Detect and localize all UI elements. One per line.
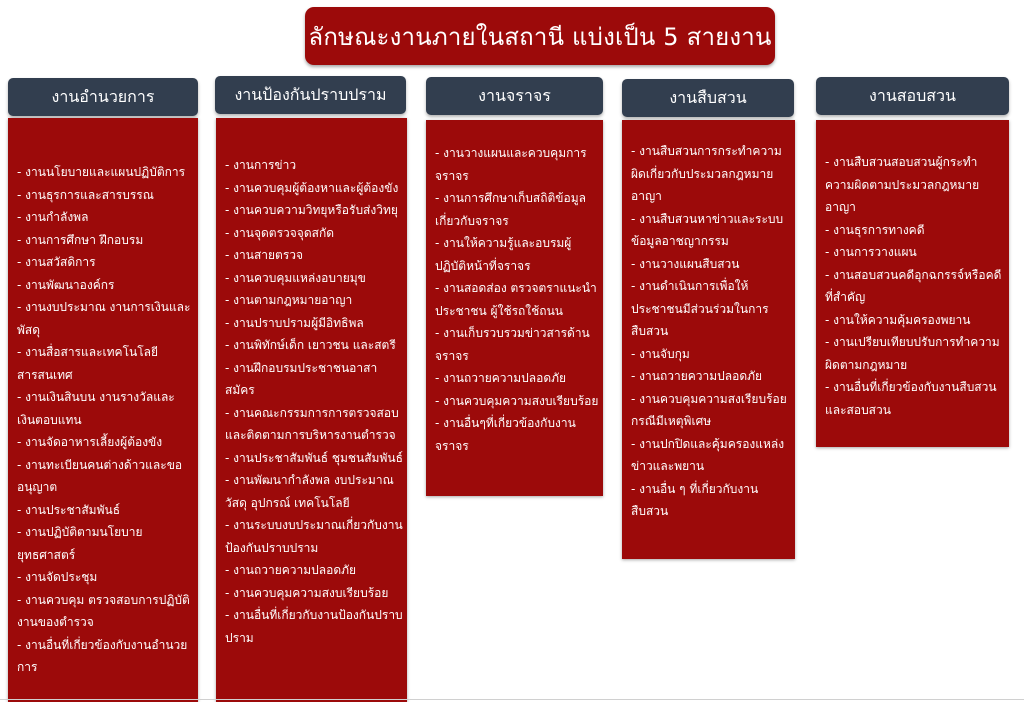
list-item: - งานเปรียบเทียบปรับการทำความผิดตามกฎหมาย	[825, 331, 1003, 376]
header-traffic: งานจราจร	[426, 77, 603, 115]
list-item: - งานพัฒนากำลังพล งบประมาณ วัสดุ อุปกรณ์ เทคโนโลยี	[225, 469, 403, 514]
list-item: - งานจัดประชุม	[17, 566, 192, 589]
list-item: - งานควบคุมแหล่งอบายมุข	[225, 267, 403, 290]
header-crime-prevention: งานป้องกันปราบปราม	[215, 76, 406, 114]
bottom-divider	[0, 699, 1024, 700]
list-item: - งานเงินสินบน งานรางวัลและเงินตอบแทน	[17, 386, 192, 431]
list-item: - งานวางแผนสืบสวน	[631, 253, 791, 276]
list-item: - งานสืบสวนสอบสวนผู้กระทำความผิดตามประมวลกฎหมายอาญา	[825, 151, 1003, 219]
list-item: - งานวางแผนและควบคุมการจราจร	[435, 142, 599, 187]
list-item: - งานถวายความปลอดภัย	[631, 365, 791, 388]
panel-crime-prevention	[216, 118, 407, 702]
list-item: - งานสายตรวจ	[225, 244, 403, 267]
list-item: - งานอื่นที่เกี่ยวข้องกับงานสืบสวนและสอบสวน	[825, 376, 1003, 421]
list-crime-prevention	[225, 154, 403, 649]
list-item: - งานทะเบียนคนต่างด้าวและขออนุญาต	[17, 454, 192, 499]
list-item: - งานอื่นที่เกี่ยวกับงานป้องกันปราบปราม	[225, 604, 403, 649]
list-investigation	[631, 140, 791, 523]
list-item: - งานให้ความคุ้มครองพยาน	[825, 309, 1003, 332]
list-item: - งานปราบปรามผู้มีอิทธิพล	[225, 312, 403, 335]
list-item: - งานคณะกรรมการการตรวจสอบและติดตามการบริหารงานตำรวจ	[225, 402, 403, 447]
header-investigation: งานสืบสวน	[622, 79, 794, 117]
list-item: - งานสื่อสารและเทคโนโลยีสารสนเทศ	[17, 341, 192, 386]
list-item: - งานธุรการและสารบรรณ	[17, 184, 192, 207]
list-item: - งานถวายความปลอดภัย	[435, 367, 599, 390]
list-administration	[17, 161, 192, 679]
list-item: - งานเก็บรวบรวมข่าวสารด้านจราจร	[435, 322, 599, 367]
list-item: - งานสืบสวนการกระทำความผิดเกี่ยวกับประมวลกฎหมายอาญา	[631, 140, 791, 208]
list-item: - งานอื่นที่เกี่ยวข้องกับงานอำนวยการ	[17, 634, 192, 679]
panel-traffic	[426, 120, 603, 496]
list-item: - งานควบคุม ตรวจสอบการปฏิบัติงานของตำรวจ	[17, 589, 192, 634]
list-item: - งานประชาสัมพันธ์	[17, 499, 192, 522]
header-administration: งานอำนวยการ	[8, 78, 198, 116]
list-item: - งานงบประมาณ งานการเงินและพัสดุ	[17, 296, 192, 341]
list-item: - งานตามกฎหมายอาญา	[225, 289, 403, 312]
list-item: - งานนโยบายและแผนปฏิบัติการ	[17, 161, 192, 184]
list-item: - งานธุรการทางคดี	[825, 219, 1003, 242]
list-item: - งานพัฒนาองค์กร	[17, 274, 192, 297]
list-item: - งานอื่นๆที่เกี่ยวข้องกับงานจราจร	[435, 412, 599, 457]
list-item: - งานประชาสัมพันธ์ ชุมชนสัมพันธ์	[225, 447, 403, 470]
list-item: - งานการศึกษา ฝึกอบรม	[17, 229, 192, 252]
list-item: - งานให้ความรู้และอบรมผู้ปฏิบัติหน้าที่จราจร	[435, 232, 599, 277]
list-item: - งานการศึกษาเก็บสถิติข้อมูลเกี่ยวกับจราจร	[435, 187, 599, 232]
list-item: - งานสืบสวนหาข่าวและระบบข้อมูลอาชญากรรม	[631, 208, 791, 253]
panel-administration	[8, 118, 198, 702]
list-item: - งานฝึกอบรมประชาชนอาสาสมัคร	[225, 357, 403, 402]
list-traffic	[435, 142, 599, 457]
list-item: - งานระบบงบประมาณเกี่ยวกับงานป้องกันปราบปราม	[225, 514, 403, 559]
list-item: - งานกำลังพล	[17, 206, 192, 229]
list-item: - งานจัดอาหารเลี้ยงผู้ต้องขัง	[17, 431, 192, 454]
list-item: - งานปกปิดและคุ้มครองแหล่งข่าวและพยาน	[631, 433, 791, 478]
list-item: - งานปฏิบัติตามนโยบายยุทธศาสตร์	[17, 521, 192, 566]
list-item: - งานควบคุมความสงบเรียบร้อย	[225, 582, 403, 605]
panel-investigation	[622, 120, 795, 559]
list-item: - งานจับกุม	[631, 343, 791, 366]
header-inquiry: งานสอบสวน	[816, 77, 1009, 115]
list-item: - งานควบคุมความสงเรียบร้อยกรณีมีเหตุพิเศษ	[631, 388, 791, 433]
list-item: - งานการข่าว	[225, 154, 403, 177]
list-item: - งานจุดตรวจจุดสกัด	[225, 222, 403, 245]
list-item: - งานสอดส่อง ตรวจตราแนะนำประชาชน ผู้ใช้รถใช้ถนน	[435, 277, 599, 322]
list-item: - งานสวัสดิการ	[17, 251, 192, 274]
list-inquiry	[825, 151, 1003, 421]
list-item: - งานควบคุมความสงบเรียบร้อย	[435, 390, 599, 413]
list-item: - งานอื่น ๆ ที่เกี่ยวกับงานสืบสวน	[631, 478, 791, 523]
list-item: - งานพิทักษ์เด็ก เยาวชน และสตรี	[225, 334, 403, 357]
list-item: - งานถวายความปลอดภัย	[225, 559, 403, 582]
page-title: ลักษณะงานภายในสถานี แบ่งเป็น 5 สายงาน	[305, 7, 775, 65]
panel-inquiry	[816, 120, 1009, 447]
list-item: - งานการวางแผน	[825, 241, 1003, 264]
list-item: - งานควบคุมผู้ต้องหาและผู้ต้องขัง	[225, 177, 403, 200]
list-item: - งานสอบสวนคดีอุกฉกรรจ์หรือคดีที่สำคัญ	[825, 264, 1003, 309]
list-item: - งานดำเนินการเพื่อให้ประชาชนมีส่วนร่วมในการสืบสวน	[631, 275, 791, 343]
list-item: - งานควบความวิทยุหรือรับส่งวิทยุ	[225, 199, 403, 222]
